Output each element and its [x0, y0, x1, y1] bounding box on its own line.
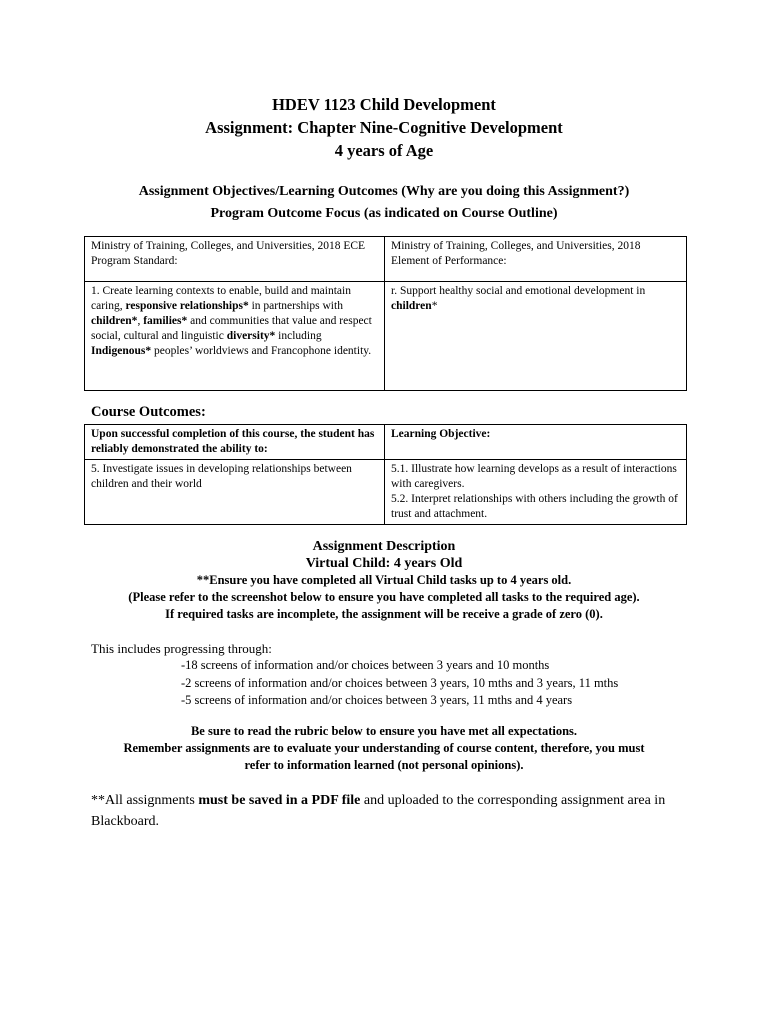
outcome-header: Upon successful completion of this course, the student has reliably demonstrated the ability to:	[85, 425, 385, 460]
objective-5-1: 5.1. Illustrate how learning develops as a result of interactions with caregivers.	[391, 463, 677, 490]
learning-objective-cell	[385, 460, 687, 525]
learning-objective-header: Learning Objective:	[385, 425, 687, 460]
list-item: -2 screens of information and/or choices between 3 years, 10 mths and 3 years, 11 mths	[181, 675, 619, 690]
outcome-cell: 5. Investigate issues in developing relationships between children and their world	[85, 460, 385, 525]
objectives-heading: Assignment Objectives/Learning Outcomes (Why are you doing this Assignment?)	[138, 184, 630, 199]
course-title: HDEV 1123 Child Development	[272, 95, 496, 114]
progress-list	[181, 657, 618, 710]
description-line: (Please refer to the screenshot below to ensure you have completed all tasks to the required age).	[128, 590, 640, 604]
rubric-line: Remember assignments are to evaluate your understanding of course content, therefore, you must	[123, 741, 645, 755]
description-subheading: Virtual Child: 4 years Old	[305, 556, 463, 571]
assignment-title: Assignment: Chapter Nine-Cognitive Development	[205, 118, 563, 137]
progress-intro: This includes progressing through:	[91, 641, 272, 656]
program-outcome-heading: Program Outcome Focus (as indicated on Course Outline)	[210, 206, 558, 221]
program-outcome-table	[84, 236, 687, 391]
rubric-line: refer to information learned (not personal opinions).	[244, 758, 524, 772]
description-heading: Assignment Description	[312, 539, 456, 554]
course-outcomes-table	[84, 424, 687, 525]
table-row	[85, 282, 687, 391]
table-row	[85, 460, 687, 525]
objectives-block	[0, 181, 768, 225]
description-line: **Ensure you have completed all Virtual Child tasks up to 4 years old.	[196, 573, 572, 587]
title-block	[0, 93, 768, 162]
list-item: -18 screens of information and/or choices between 3 years and 10 months	[181, 658, 550, 672]
rubric-notice	[0, 723, 768, 774]
element-performance-cell: r. Support healthy social and emotional development in children*	[385, 282, 687, 391]
table-row	[85, 237, 687, 282]
list-item: -5 screens of information and/or choices between 3 years, 11 mths and 4 years	[181, 693, 573, 707]
rubric-line: Be sure to read the rubric below to ensure you have met all expectations.	[190, 724, 578, 738]
assignment-description	[0, 538, 768, 623]
objective-5-2: 5.2. Interpret relationships with others including the growth of trust and attachment.	[391, 493, 678, 520]
element-performance-header: Ministry of Training, Colleges, and Universities, 2018 Element of Performance:	[385, 237, 687, 282]
program-standard-cell: 1. Create learning contexts to enable, build and maintain caring, responsive relationships* in partnerships with children*, families* and communities that value and respect social, cultural and linguistic diversity* including Indigenous* peoples’ worldviews and Francophone identity.	[85, 282, 385, 391]
table-row	[85, 425, 687, 460]
pdf-submission-note: **All assignments must be saved in a PDF file and uploaded to the corresponding assignment area in Blackboard.	[91, 793, 666, 829]
course-outcomes-heading: Course Outcomes:	[91, 404, 206, 420]
age-title: 4 years of Age	[334, 141, 434, 160]
program-standard-header: Ministry of Training, Colleges, and Universities, 2018 ECE Program Standard:	[85, 237, 385, 282]
description-line: If required tasks are incomplete, the assignment will be receive a grade of zero (0).	[165, 607, 603, 621]
